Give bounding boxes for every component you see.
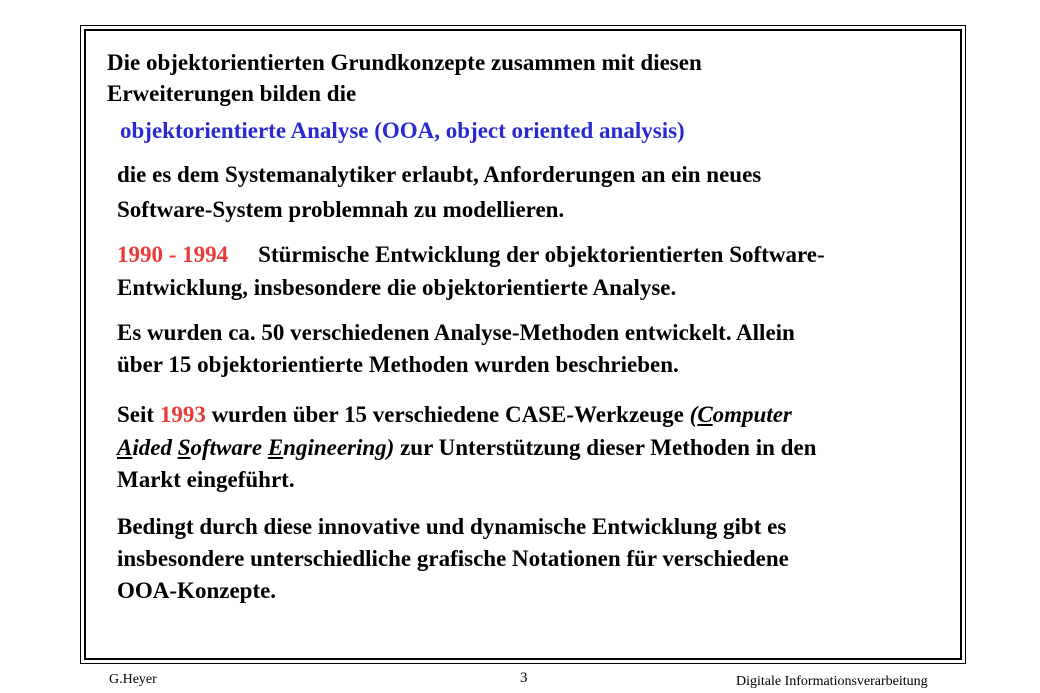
- case-open-paren: (: [689, 402, 698, 427]
- para3-line-2: über 15 objektorientierte Methoden wurden beschrieben.: [117, 352, 679, 377]
- para3-line-1: Es wurden ca. 50 verschiedenen Analyse-Methoden entwickelt. Allein: [117, 320, 795, 345]
- para1-line-1: die es dem Systemanalytiker erlaubt, Anforderungen an ein neues: [117, 162, 762, 187]
- para4-line-3: Markt eingeführt.: [117, 467, 295, 492]
- para1-line-2: Software-System problemnah zu modellieren.: [117, 197, 565, 222]
- para4-seit: Seit: [117, 402, 160, 427]
- case-letter-s: S: [177, 435, 191, 460]
- footer-page-number: 3: [520, 670, 528, 686]
- para5-line-3: OOA-Konzepte.: [117, 578, 277, 603]
- case-letter-a: A: [117, 435, 133, 460]
- years-1990-1994: 1990 - 1994: [117, 242, 229, 267]
- para4-line-1-text: wurden über 15 verschiedene CASE-Werkzeuge: [205, 402, 690, 427]
- intro-line-1: Die objektorientierten Grundkonzepte zusammen mit diesen: [107, 50, 702, 75]
- case-ngineering: ngineering): [283, 435, 395, 460]
- ooa-definition: objektorientierte Analyse (OOA, object oriented analysis): [120, 118, 685, 143]
- footer-course: Digitale Informationsverarbeitung: [736, 674, 928, 689]
- para4-line-2: [117, 433, 816, 463]
- case-oftware: oftware: [190, 435, 268, 460]
- year-1993: 1993: [159, 402, 206, 427]
- footer-author: G.Heyer: [109, 672, 157, 687]
- case-ided: ided: [132, 435, 178, 460]
- intro-line-2: Erweiterungen bilden die: [107, 81, 357, 106]
- para2-line-1: [117, 240, 825, 270]
- para5-line-1: Bedingt durch diese innovative und dynamische Entwicklung gibt es: [117, 514, 787, 539]
- para2-line-1-text: Stürmische Entwicklung der objektorientierten Software-: [258, 242, 825, 267]
- para4-line-1: [117, 400, 792, 430]
- case-omputer: omputer: [712, 402, 792, 427]
- para4-line-2-text: zur Unterstützung dieser Methoden in den: [394, 435, 817, 460]
- case-letter-e: E: [267, 435, 284, 460]
- case-letter-c: C: [697, 402, 713, 427]
- para2-line-2: Entwicklung, insbesondere die objektorientierte Analyse.: [117, 275, 677, 300]
- para5-line-2: insbesondere unterschiedliche grafische Notationen für verschiedene: [117, 546, 789, 571]
